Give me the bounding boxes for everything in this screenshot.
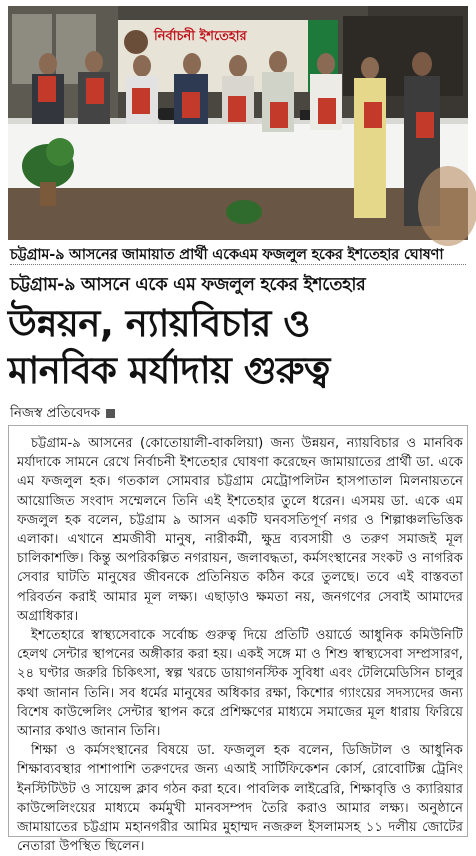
banner-text: নির্বাচনী ইশতেহার — [154, 29, 247, 44]
body-paragraph-3: শিক্ষা ও কর্মসংস্থানের বিষয়ে ডা. ফজলুল হক বলেন, ডিজিটাল ও আধুনিক শিক্ষাব্যবস্থার পাশাপাশি তরুণদের জন্য এআই সার্টিফিকেশন কোর্স, রোবোটিক্স ট্রেনিং ইনস্টিটিউট ও সায়েন্স ক্লাব গঠন করা হবে। পাবলিক লাইব্রেরি, শিক্ষাবৃত্তি ও ক্যারিয়ার কাউন্সেলিংয়ের মাধ্যমে কর্মমুখী মানবসম্পদ তৈরি করাও আমার লক্ষ্য। অনুষ্ঠানে জামায়াতের চট্টগ্রাম মহানগরীর আমির মুহাম্মদ নজরুল ইসলামসহ ১১ দলীয় জোটের নেতারা উপস্থিত ছিলেন। — [17, 743, 463, 855]
photo-caption: চট্টগ্রাম-৯ আসনের জামায়াত প্রার্থী একেএম ফজলুল হকের ইশতেহার ঘোষণা — [10, 247, 444, 263]
article-headline — [8, 300, 468, 394]
press-conference-photo — [8, 6, 468, 240]
byline-text: নিজস্ব প্রতিবেদক — [10, 405, 101, 421]
article-kicker: চট্টগ্রাম-৯ আসনে একে এম ফজলুল হকের ইশতেহার — [10, 275, 366, 295]
headline-line-2: মানবিক মর্যাদায় গুরুত্ব — [8, 349, 330, 392]
byline-square-icon — [106, 409, 115, 418]
body-paragraph-2: ইশতেহারে স্বাস্থ্যসেবাকে সর্বোচ্চ গুরুত্ব দিয়ে প্রতিটি ওয়ার্ডে আধুনিক কমিউনিটি হেলথ সেন্টার স্থাপনের অঙ্গীকার করা হয়। একই সঙ্গে মা ও শিশু স্বাস্থ্যসেবা সম্প্রসারণ, ২৪ ঘণ্টার জরুরি চিকিৎসা, স্বল্প খরচে ডায়াগনস্টিক সুবিধা এবং টেলিমেডিসিন চালুর কথা জানান তিনি। সব ধর্মের মানুষের অধিকার রক্ষা, কিশোর গ্যাংয়ের সদস্যদের জন্য বিশেষ কাউন্সেলিং সেন্টার স্থাপন করে প্রশিক্ষণের মাধ্যমে সমাজের মূল ধারায় ফিরিয়ে আনার কথাও জানান তিনি। — [17, 628, 463, 740]
body-paragraph-1: চট্টগ্রাম-৯ আসনের (কোতোয়ালী-বাকলিয়া) জন্য উন্নয়ন, ন্যায়বিচার ও মানবিক মর্যাদাকে সামনে রেখে নির্বাচনী ইশতেহার ঘোষণা করেছেন জামায়াতের প্রার্থী ডা. একে এম ফজলুল হক। গতকাল সোমবার চট্টগ্রাম মেট্রোপলিটন হাসপাতাল মিলনায়তনে আয়োজিত সংবাদ সম্মেলনে তিনি এই ইশতেহার তুলে ধরেন। এসময় ডা. একে এম ফজলুল হক বলেন, চট্টগ্রাম ৯ আসন একটি ঘনবসতিপূর্ণ নগর ও শিল্পাঞ্চলভিত্তিক এলাকা। এখানে শ্রমজীবী মানুষ, নারীকর্মী, ক্ষুদ্র ব্যবসায়ী ও তরুণ সমাজই মূল চালিকাশক্তি। কিন্তু অপরিকল্পিত নগরায়ন, জলাবদ্ধতা, কর্মসংস্থানের সংকট ও নাগরিক সেবার ঘাটতি মানুষের জীবনকে প্রতিনিয়ত কঠিন করে তুলছে। তবে এই বাস্তবতা পরিবর্তন করাই আমার মূল লক্ষ্য। এছাড়াও ক্ষমতা নয়, জনগণের সেবাই আমাদের অগ্রাধিকার। — [17, 436, 463, 624]
photo-illustration — [8, 6, 468, 240]
article-body — [8, 425, 468, 855]
headline-line-1: উন্নয়ন, ন্যায়বিচার ও — [8, 302, 310, 345]
byline — [10, 402, 115, 425]
caption-divider — [10, 264, 466, 265]
